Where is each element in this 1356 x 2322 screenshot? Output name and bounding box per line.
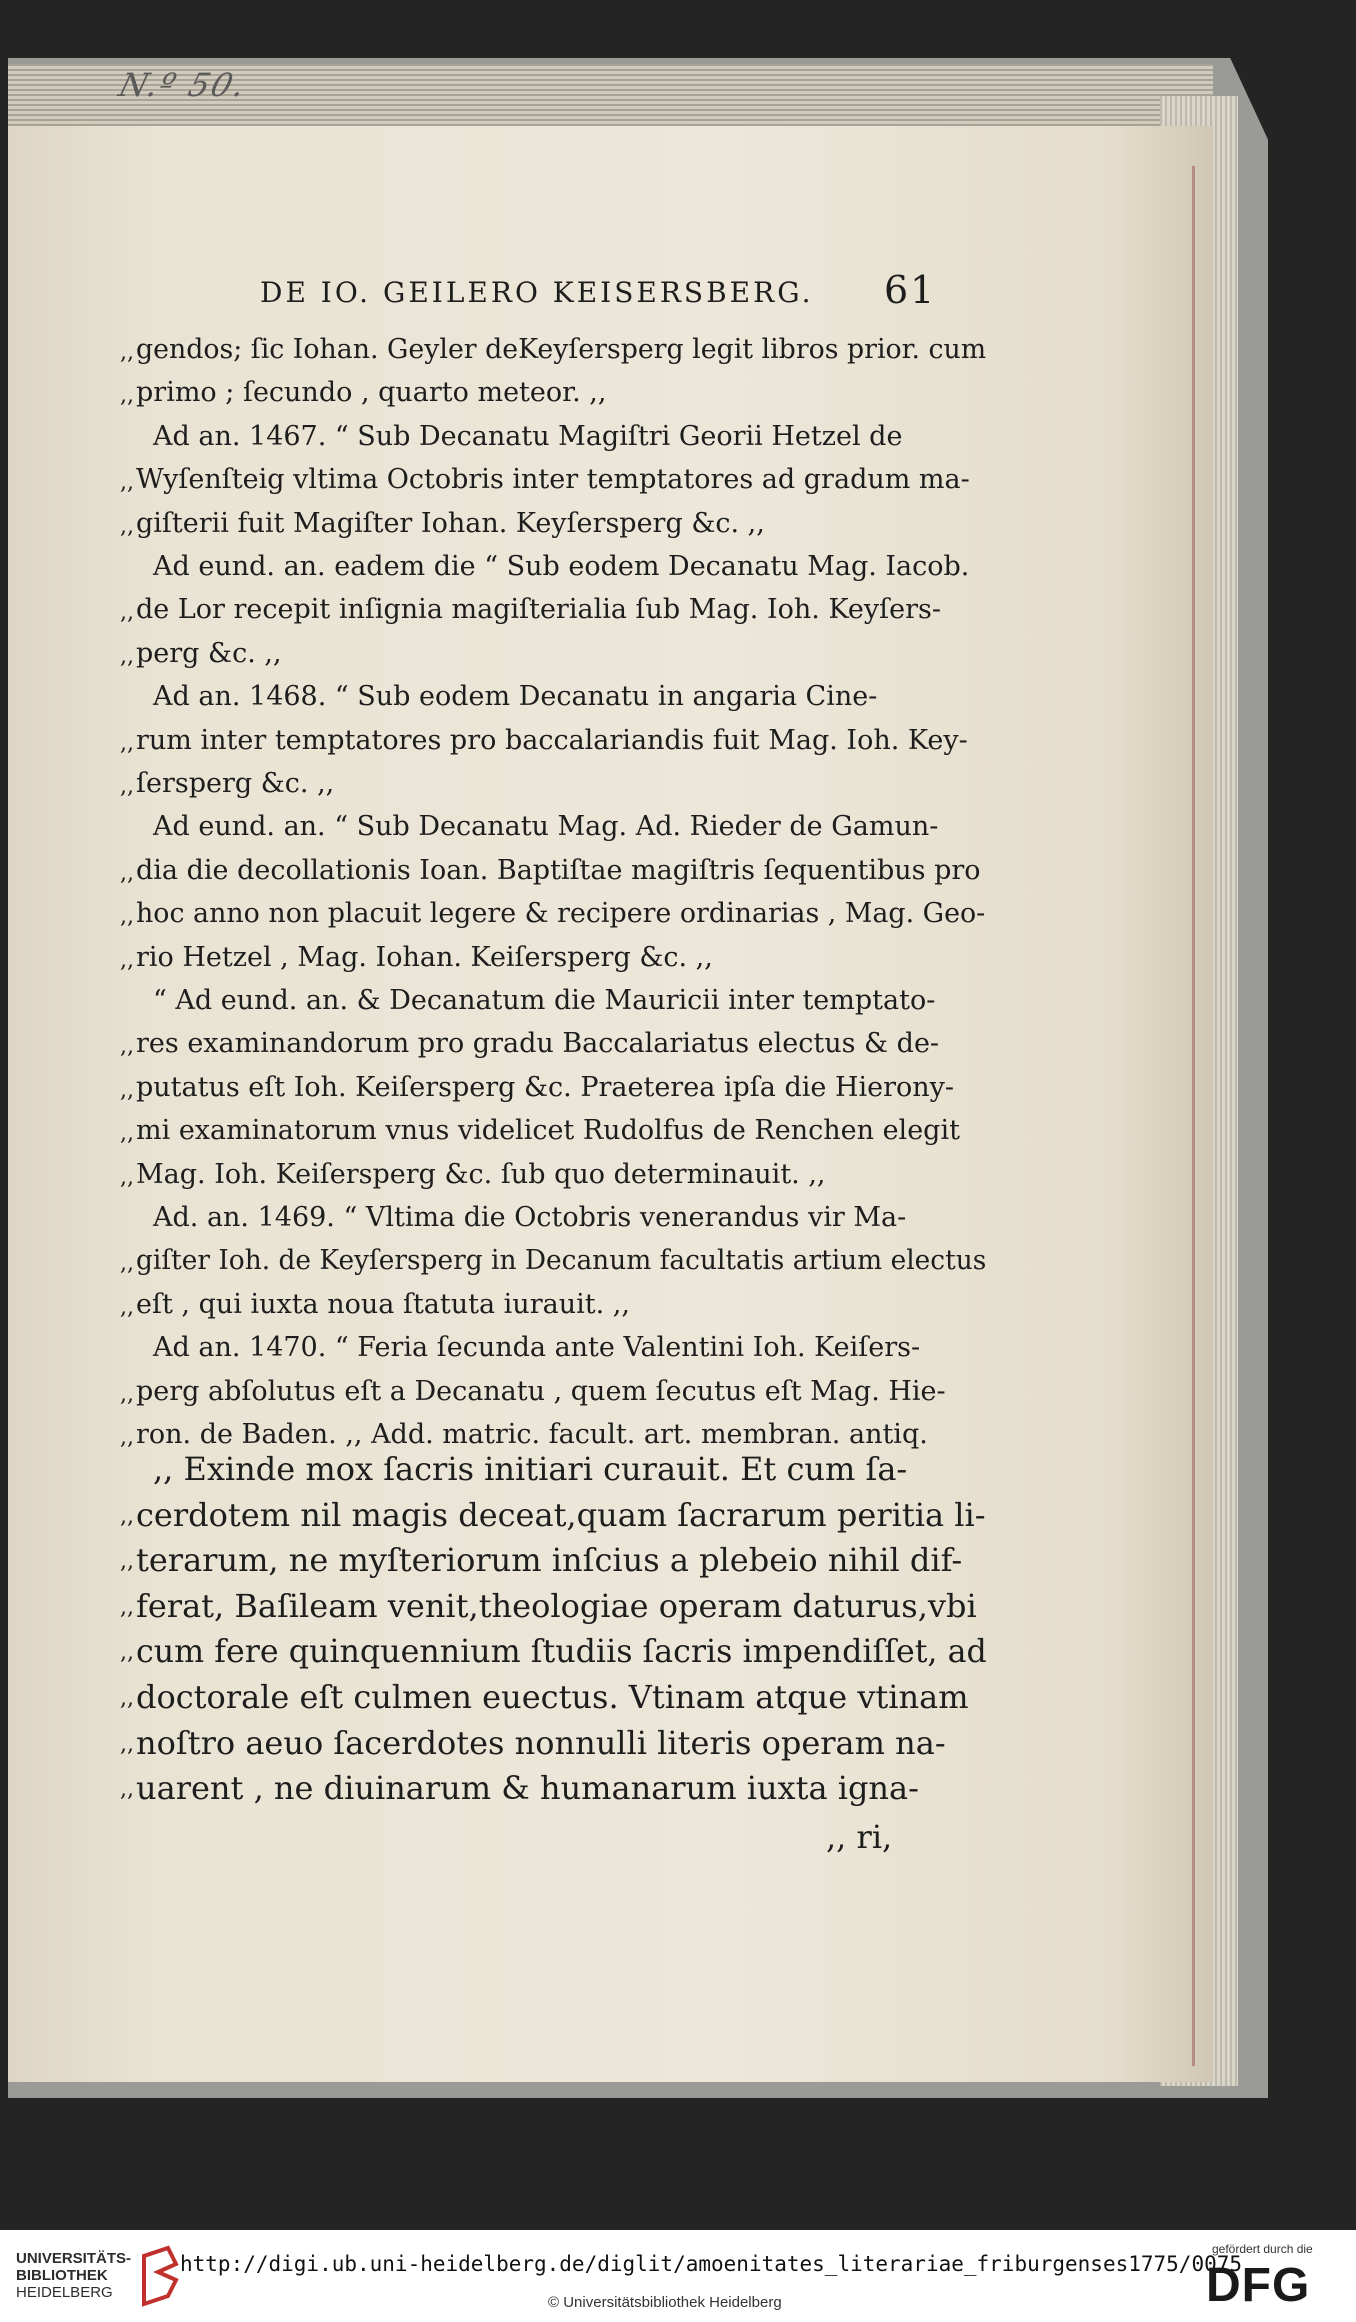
quotation-mark: ,, xyxy=(120,904,134,930)
text-line: noſtro aeuo ſacerdotes nonnulli literis operam na- xyxy=(136,1723,946,1762)
text-line: perg &c. ,, xyxy=(136,637,282,669)
text-line: Ad an. 1468. “ Sub eodem Decanatu in angaria Cine- xyxy=(153,681,878,713)
text-line: rio Hetzel , Mag. Iohan. Keiſersperg &c. ,, xyxy=(136,941,713,973)
running-head: DE IO. GEILERO KEISERSBERG. xyxy=(260,276,814,309)
text-line: rum inter temptatores pro baccalariandis fuit Mag. Ioh. Key- xyxy=(136,724,968,756)
text-line: mi examinatorum vnus videlicet Rudolfus de Renchen elegit xyxy=(136,1115,960,1147)
text-line: hoc anno non placuit legere & recipere ordinarias , Mag. Geo- xyxy=(136,898,986,930)
quotation-mark: ,, xyxy=(120,513,134,539)
text-line: Mag. Ioh. Keiſersperg &c. ſub quo determinauit. ,, xyxy=(136,1158,826,1190)
quotation-mark: ,, xyxy=(120,1077,134,1103)
text-line: cerdotem nil magis deceat,quam ſacrarum peritia li- xyxy=(136,1495,986,1534)
quotation-mark: ,, xyxy=(120,1594,134,1620)
text-line: giſterii fuit Magiſter Iohan. Keyſersperg &c. ,, xyxy=(136,507,765,539)
quotation-mark: ,, xyxy=(120,860,134,886)
text-line: ,, Exinde mox ſacris initiari curauit. Et cum ſa- xyxy=(153,1450,908,1488)
quotation-mark: ,, xyxy=(120,1425,134,1450)
text-line: giſter Ioh. de Keyſersperg in Decanum facultatis artium electus xyxy=(136,1245,987,1277)
text-line: Ad eund. an. “ Sub Decanatu Mag. Ad. Rieder de Gamun- xyxy=(153,811,939,843)
quotation-mark: ,, xyxy=(120,1777,134,1803)
text-line: eſt , qui iuxta noua ſtatuta iurauit. ,, xyxy=(136,1288,630,1320)
catchword: ,, ri, xyxy=(826,1818,893,1856)
quotation-mark: ,, xyxy=(120,1034,134,1060)
footer-bar xyxy=(0,2230,1356,2322)
book-page xyxy=(8,126,1213,2082)
text-line: putatus eſt Ioh. Keiſersperg &c. Praeterea ipſa die Hierony- xyxy=(136,1071,955,1103)
funded-by-label: gefördert durch die xyxy=(1212,2242,1313,2256)
text-line: uarent , ne diuinarum & humanarum iuxta igna- xyxy=(136,1769,919,1808)
quotation-mark: ,, xyxy=(120,340,134,365)
text-line: Wyſenſteig vltima Octobris inter temptatores ad gradum ma- xyxy=(136,464,970,496)
quotation-mark: ,, xyxy=(120,1731,134,1757)
page-text xyxy=(8,126,1213,2082)
manuscript-shelf-note: N.º 50. xyxy=(114,66,252,104)
text-line: dia die decollationis Ioan. Baptiſtae magiſtris ſequentibus pro xyxy=(136,854,981,886)
quotation-mark: ,, xyxy=(120,1251,134,1277)
text-line: Ad an. 1467. “ Sub Decanatu Magiſtri Georii Hetzel de xyxy=(153,420,903,452)
text-line: primo ; ſecundo , quarto meteor. ,, xyxy=(136,377,607,409)
quotation-mark: ,, xyxy=(120,730,134,756)
quotation-mark: ,, xyxy=(120,1121,134,1147)
text-line: de Lor recepit inſignia magiſterialia ſub Mag. Ioh. Keyſers- xyxy=(136,594,941,626)
text-line: ron. de Baden. ,, Add. matric. facult. art. membran. antiq. xyxy=(136,1419,928,1450)
quotation-mark: ,, xyxy=(120,1164,134,1190)
dfg-logo: DFG xyxy=(1206,2259,1311,2312)
library-logo-mark-icon xyxy=(138,2244,182,2308)
quotation-mark: ,, xyxy=(120,1381,134,1407)
quotation-mark: ,, xyxy=(120,1686,134,1711)
library-logo: UNIVERSITÄTS- BIBLIOTHEK HEIDELBERG xyxy=(16,2250,132,2301)
quotation-mark: ,, xyxy=(120,643,134,669)
text-line: perg abſolutus eſt a Decanatu , quem ſecutus eſt Mag. Hie- xyxy=(136,1375,946,1407)
quotation-mark: ,, xyxy=(120,947,134,973)
quotation-mark: ,, xyxy=(120,600,134,626)
text-line: Ad. an. 1469. “ Vltima die Octobris venerandus vir Ma- xyxy=(153,1202,907,1233)
quotation-mark: ,, xyxy=(120,383,134,409)
text-line: ſersperg &c. ,, xyxy=(136,768,335,799)
text-line: gendos; ſic Iohan. Geyler deKeyſersperg legit libros prior. cum xyxy=(136,334,987,365)
page-number: 61 xyxy=(884,268,937,312)
text-line: ferat, Baſileam venit,theologiae operam daturus,vbi xyxy=(136,1586,977,1625)
permalink-url[interactable]: http://digi.ub.uni-heidelberg.de/diglit/amoenitates_literariae_friburgenses1775/0075 xyxy=(180,2252,1243,2276)
quotation-mark: ,, xyxy=(120,1294,134,1320)
text-line: res examinandorum pro gradu Baccalariatus electus & de- xyxy=(136,1028,940,1060)
text-line: terarum, ne myſteriorum inſcius a plebeio nihil dif- xyxy=(136,1541,963,1580)
copyright-notice: © Universitätsbibliothek Heidelberg xyxy=(548,2294,782,2311)
text-line: Ad eund. an. eadem die “ Sub eodem Decanatu Mag. Iacob. xyxy=(153,551,970,582)
text-line: Ad an. 1470. “ Feria ſecunda ante Valentini Ioh. Keiſers- xyxy=(153,1332,921,1364)
text-line: doctorale eſt culmen euectus. Vtinam atque vtinam xyxy=(136,1678,969,1716)
text-line: “ Ad eund. an. & Decanatum die Mauricii inter temptato- xyxy=(153,985,936,1016)
text-line: cum fere quinquennium ſtudiis ſacris impendiſſet, ad xyxy=(136,1632,987,1671)
quotation-mark: ,, xyxy=(120,470,134,496)
quotation-mark: ,, xyxy=(120,774,134,799)
quotation-mark: ,, xyxy=(120,1640,134,1666)
quotation-mark: ,, xyxy=(120,1503,134,1529)
quotation-mark: ,, xyxy=(120,1549,134,1575)
